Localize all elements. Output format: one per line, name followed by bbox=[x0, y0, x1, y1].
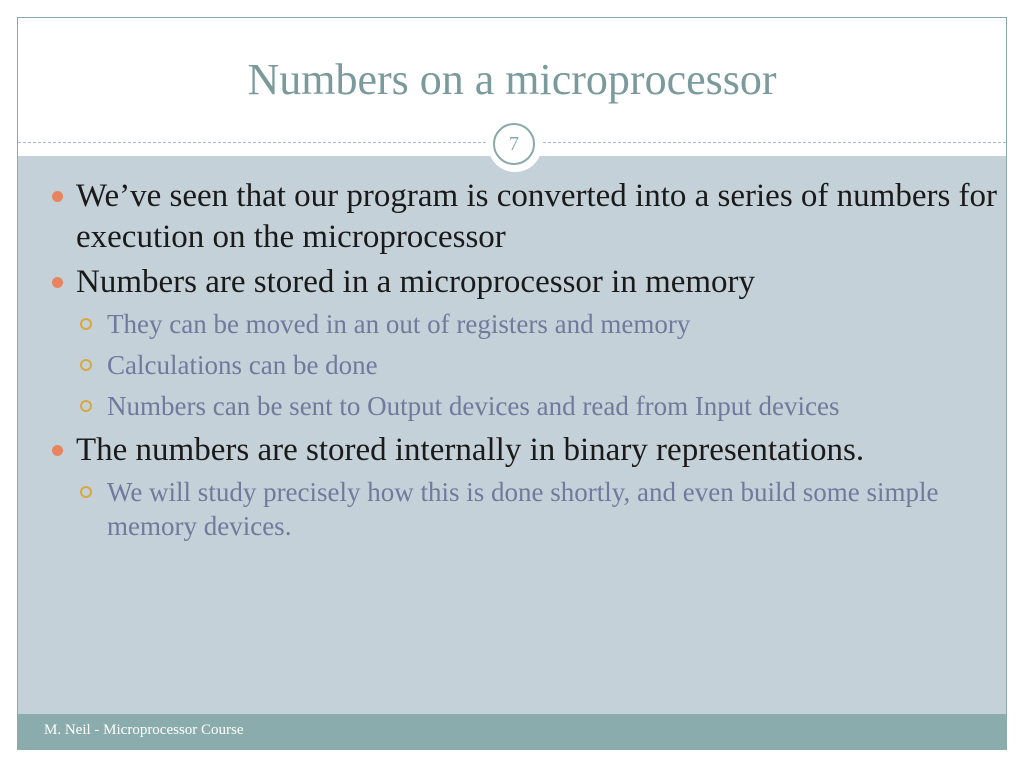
page-number-badge bbox=[488, 118, 542, 172]
bullet-ring-icon bbox=[80, 400, 92, 412]
bullet-item bbox=[18, 262, 998, 303]
bullet-list bbox=[18, 176, 998, 550]
bullet-text: Numbers are stored in a microprocessor in memory bbox=[76, 264, 756, 300]
page-number: 7 bbox=[493, 123, 535, 165]
sub-bullet-text: Numbers can be sent to Output devices and read from Input devices bbox=[107, 391, 840, 421]
bullet-ring-icon bbox=[80, 318, 92, 330]
bullet-ring-icon bbox=[80, 486, 92, 498]
sub-bullet-text: We will study precisely how this is done shortly, and even build some simple memory devices. bbox=[107, 477, 939, 541]
bullet-item bbox=[18, 430, 998, 471]
bullet-dot-icon bbox=[52, 445, 63, 456]
sub-bullet-item bbox=[18, 475, 998, 543]
slide bbox=[17, 17, 1007, 750]
sub-bullet-item bbox=[18, 307, 998, 341]
sub-bullet-item bbox=[18, 389, 998, 423]
bullet-text: The numbers are stored internally in binary representations. bbox=[76, 432, 865, 468]
sub-bullet-text: Calculations can be done bbox=[107, 350, 378, 380]
bullet-item bbox=[18, 176, 998, 258]
bullet-text: We’ve seen that our program is converted into a series of numbers for execution on the microprocessor bbox=[76, 178, 998, 255]
bullet-ring-icon bbox=[80, 359, 92, 371]
slide-footer bbox=[18, 714, 1006, 749]
bullet-dot-icon bbox=[52, 277, 63, 288]
sub-bullet-item bbox=[18, 348, 998, 382]
footer-text: M. Neil - Microprocessor Course bbox=[44, 722, 244, 738]
slide-title: Numbers on a microprocessor bbox=[247, 55, 777, 104]
bullet-dot-icon bbox=[52, 191, 63, 202]
sub-bullet-text: They can be moved in an out of registers and memory bbox=[107, 309, 691, 339]
